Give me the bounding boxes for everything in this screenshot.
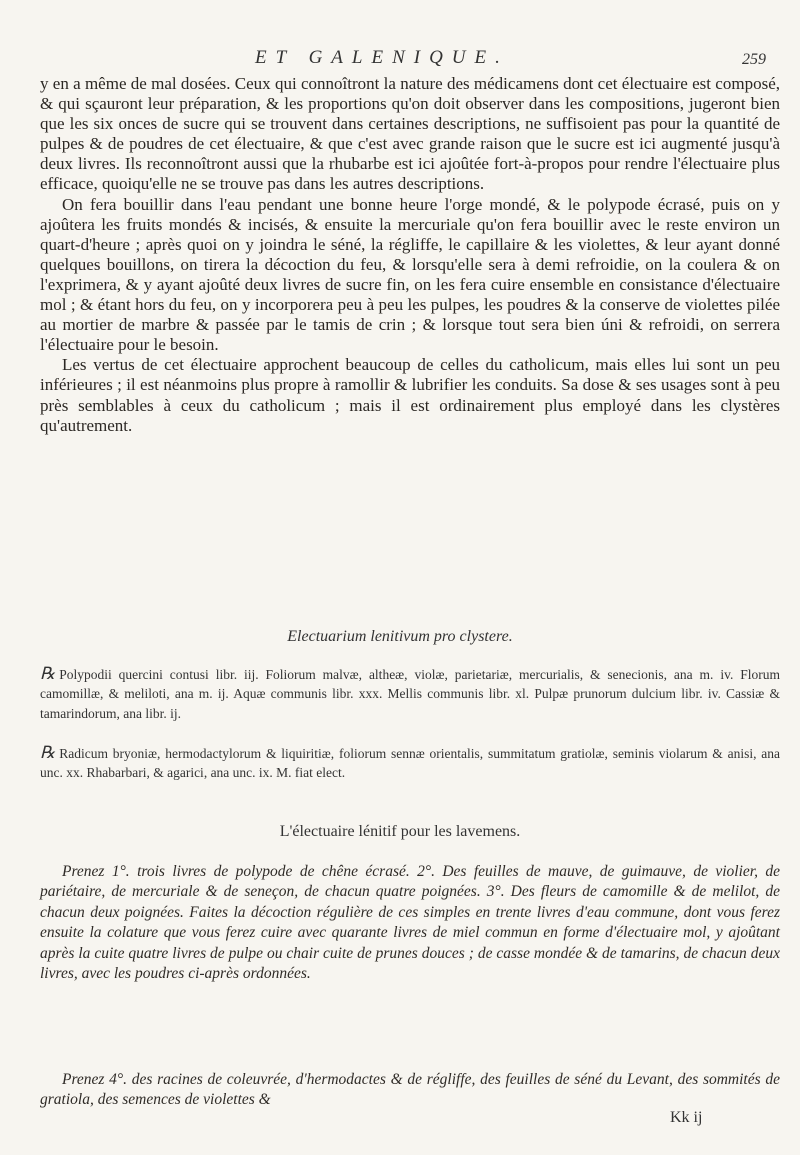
french-recipe-title: L'électuaire lénitif pour les lavemens. <box>279 823 521 840</box>
latin-text: Polypodii quercini contusi libr. iij. Foliorum malvæ, altheæ, violæ, parietariæ, mercurialis, & senecionis, ana m. iv. Florum camomillæ, & meliloti, ana m. ij. Aquæ communis libr. xxx. Mellis communis libr. xl. Pulpæ prunorum dulcium libr. iv. Cassiæ & tamarindorum, ana libr. ij. <box>40 667 780 721</box>
paragraph: On fera bouillir dans l'eau pendant une bonne heure l'orge mondé, & le polypode écrasé, puis on y ajoûtera les fruits mondés & incisés, & ensuite la mercuriale qu'on fera bouillir avec le reste environ un quart-d'heure ; après quoi on y joindra le séné, la régliffe, le capillaire & les violettes, & leur ayant donné quelques bouillons, on tirera la décoction du feu, & lorsqu'elle sera à demi refroidie, on la coulera & on l'exprimera, & y ayant ajoûté deux livres de sucre fin, on les fera cuire ensemble en consistance d'électuaire mol ; & étant hors du feu, on y incorporera peu à peu les pulpes, les poudres & la conserve de violettes pilée au mortier de marbre & passée par le tamis de crin ; & lorsque tout sera bien úni & refroidi, on serrera l'électuaire pour le besoin. <box>40 194 780 355</box>
latin-recipe-paragraph <box>40 743 780 783</box>
recipe-title: Electuarium lenitivum pro clystere. <box>287 628 513 645</box>
page-number: 259 <box>742 51 766 68</box>
running-header <box>0 47 800 75</box>
latin-text: Radicum bryoniæ, hermodactylorum & liquiritiæ, foliorum sennæ orientalis, summitatum gratiolæ, seminis violarum & anisi, ana unc. xx. Rhabarbari, & agarici, ana unc. ix. M. fiat elect. <box>40 746 780 781</box>
main-text <box>40 74 780 436</box>
rx-symbol: ℞ <box>40 664 56 683</box>
signature-mark: Kk ij <box>670 1109 703 1126</box>
latin-recipe-paragraph <box>40 664 780 723</box>
header-title: ET GALENIQUE. <box>255 47 509 68</box>
rx-symbol: ℞ <box>40 743 56 762</box>
paragraph: y en a même de mal dosées. Ceux qui connoîtront la nature des médicamens dont cet électuaire est composé, & qui sçauront leur préparation, & les proportions qu'on doit observer dans les compositions, jugeront bien que les six onces de sucre qui se trouvent dans certaines descriptions, ne suffisoient pas pour la quantité de pulpes & de poudres de cet électuaire, & que c'est avec grande raison que le sucre est ici augmenté jusqu'à deux livres. Ils reconnoîtront aussi que la rhubarbe est ici ajoûtée fort-à-propos pour rendre l'électuaire plus efficace, quoiqu'elle ne se trouve pas dans les autres descriptions. <box>40 74 780 194</box>
french-paragraph: Prenez 1°. trois livres de polypode de chêne écrasé. 2°. Des feuilles de mauve, de guimauve, de violier, de pariétaire, de mercuriale & de seneçon, de chacun quatre poignées. 3°. Des fleurs de camomille & de melilot, de chacun deux poignées. Faites la décoction régulière de ces simples en trente livres d'eau commune, dont vous ferez ensuite la colature que vous ferez cuire avec quarante livres de miel commun en forme d'électuaire mol, y ajoûtant après la cuite quatre livres de pulpe ou chair cuite de prunes douces ; de casse mondée & de tamarins, de chacun deux livres, avec les poudres ci-après ordonnées. <box>40 863 780 983</box>
paragraph: Les vertus de cet électuaire approchent beaucoup de celles du catholicum, mais elles lui sont un peu inférieures ; il est néanmoins plus propre à ramollir & lubrifier les conduits. Sa dose & ses usages sont à peu près semblables à ceux du catholicum ; mais il est ordinairement plus employé dans les clystères qu'autrement. <box>40 355 780 435</box>
french-paragraph: Prenez 4°. des racines de coleuvrée, d'hermodactes & de régliffe, des feuilles de séné du Levant, des sommités de gratiola, des semences de violettes & <box>40 1071 780 1109</box>
